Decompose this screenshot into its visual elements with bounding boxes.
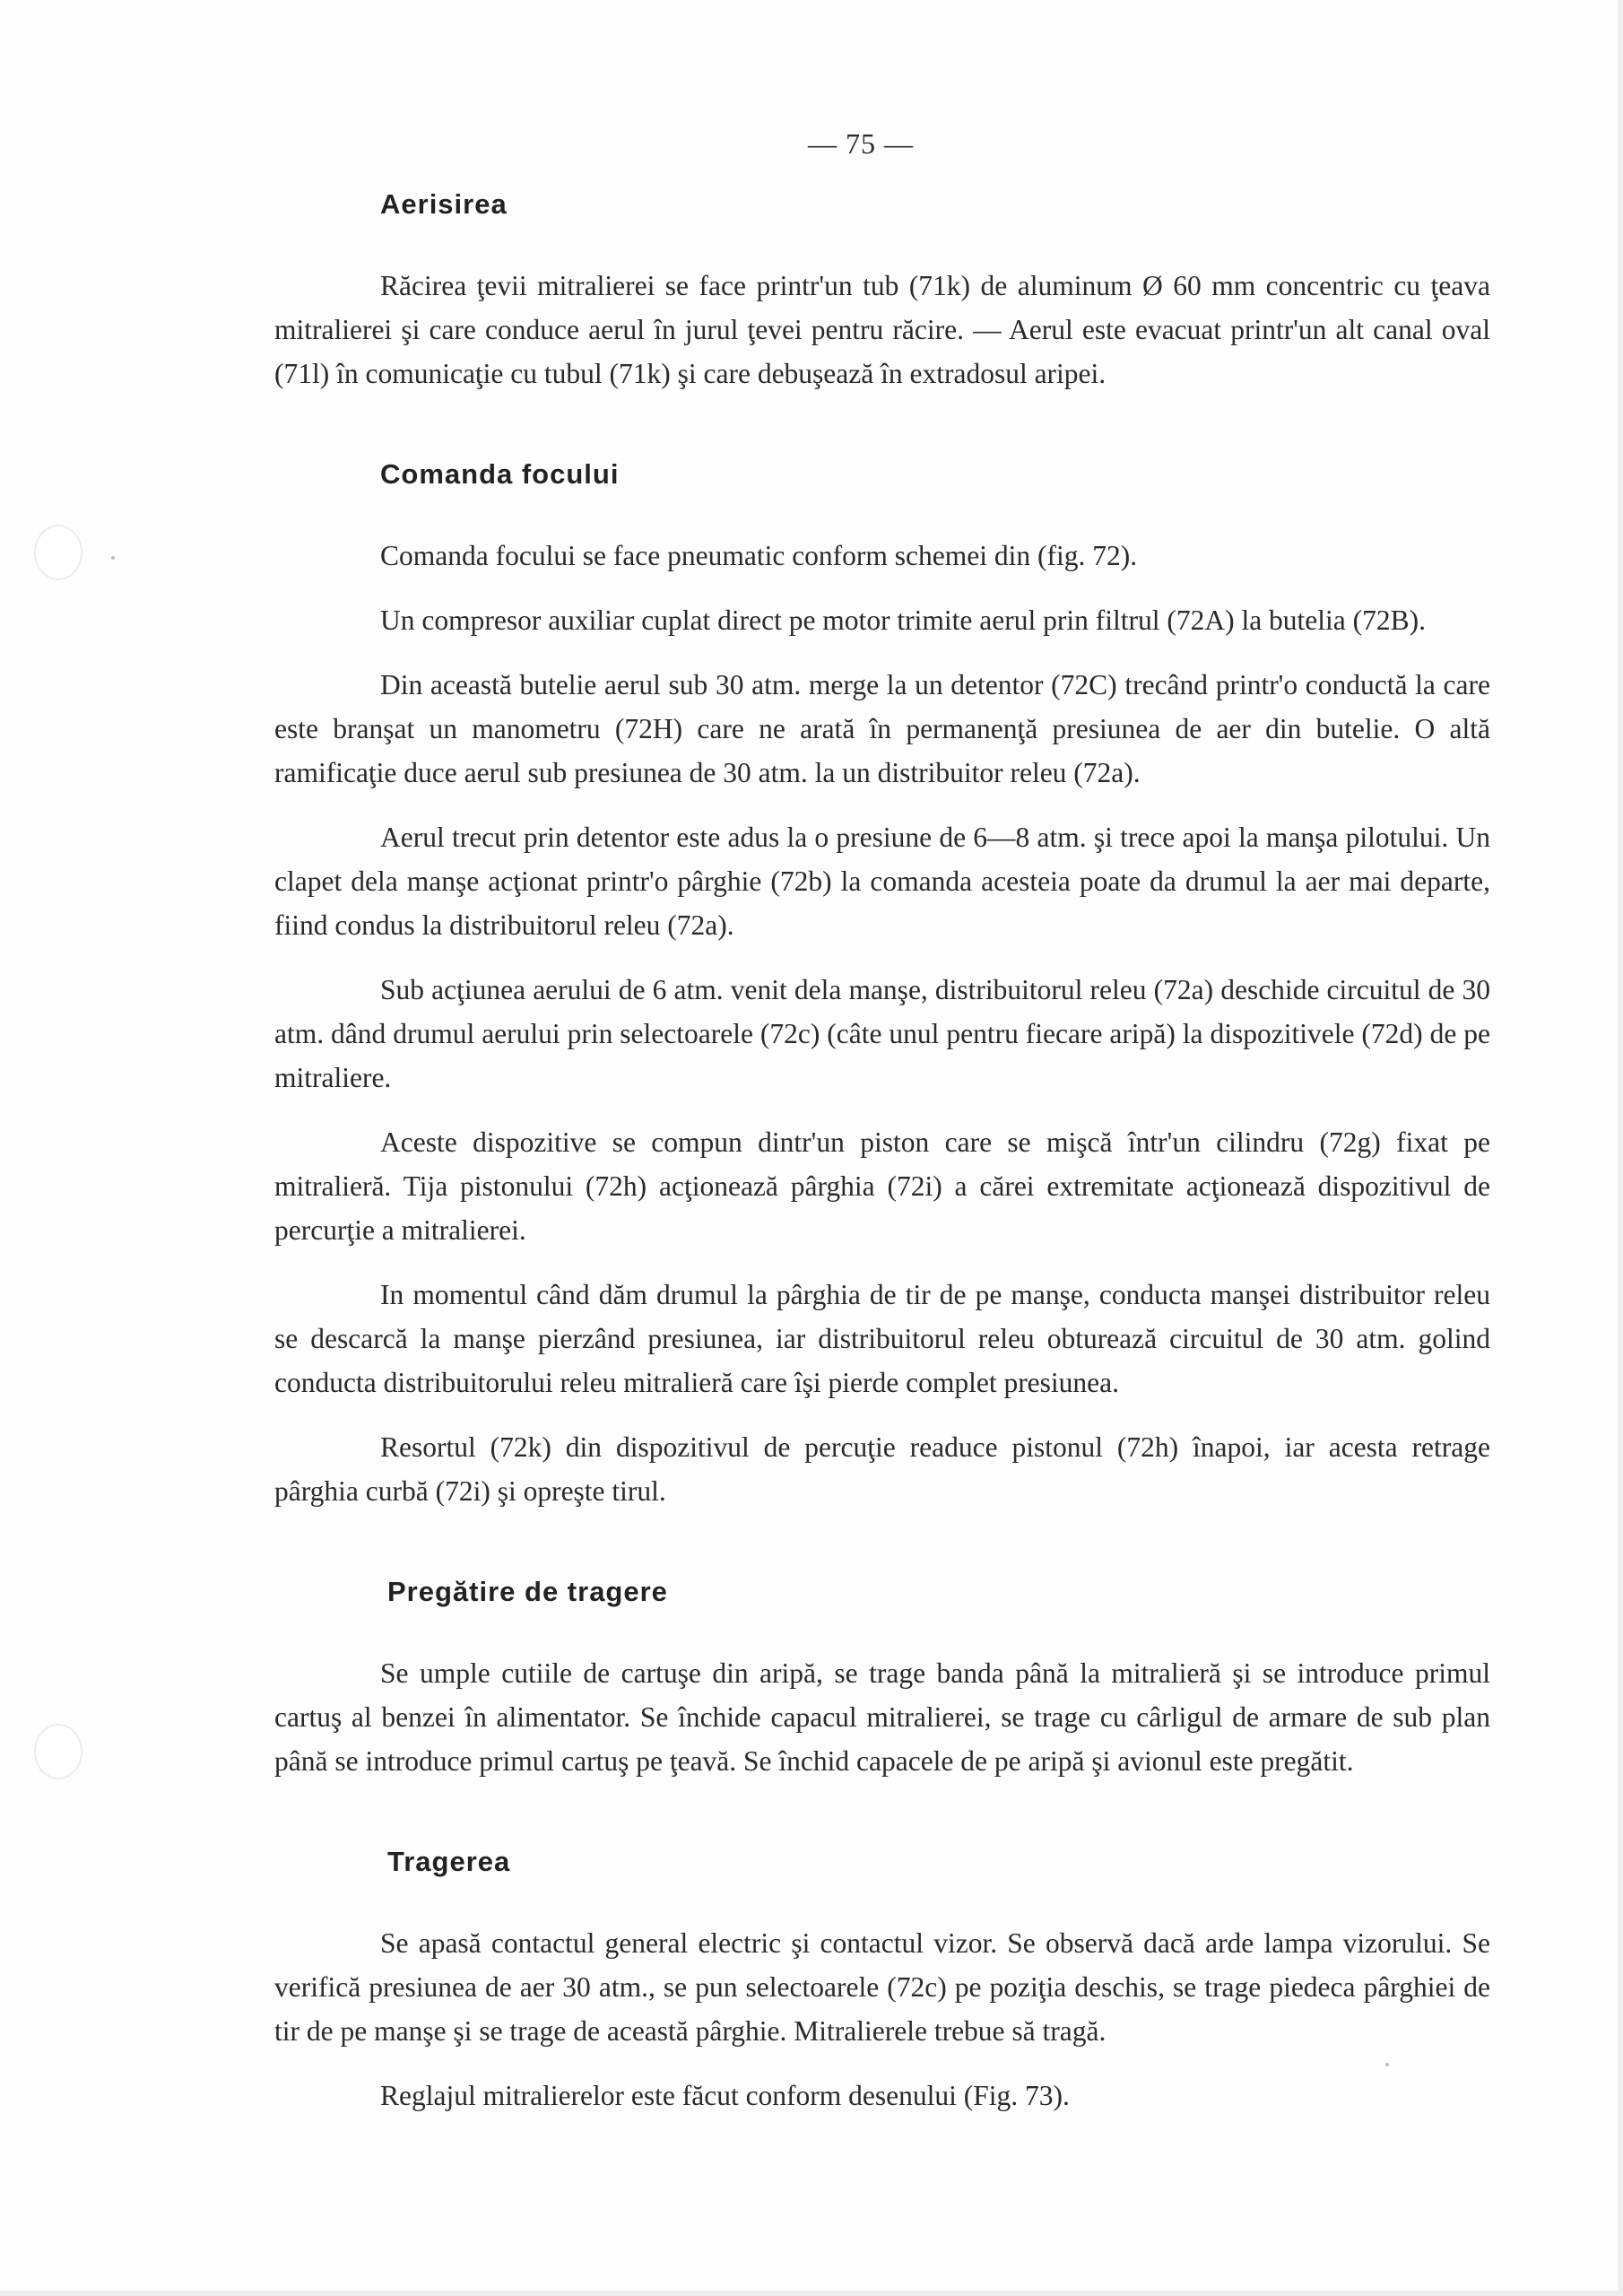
paragraph: Un compresor auxiliar cuplat direct pe motor trimite aerul prin filtrul (72A) la butelia (72B). bbox=[380, 604, 1427, 636]
paragraph: Din această butelie aerul sub 30 atm. merge la un detentor (72C) trecând printr'o conductă la care este branşat un manometru (72H) care ne arată în permanenţă presiunea de aer din butelie. O altă ramificaţie duce aerul sub presiunea de 30 atm. la un distribuitor releu (72a). bbox=[274, 669, 1490, 788]
page-number: — 75 — bbox=[808, 127, 914, 160]
paragraph: Resortul (72k) din dispozitivul de percuţie readuce pistonul (72h) înapoi, iar acesta retrage pârghia curbă (72i) şi opreşte tirul. bbox=[274, 1431, 1490, 1507]
paragraph: Aerul trecut prin detentor este adus la o presiune de 6—8 atm. şi trece apoi la manşa pilotului. Un clapet dela manşe acţionat printr'o pârghie (72b) la comanda acesteia poate da drumul la aer mai departe, fiind condus la distribuitorul releu (72a). bbox=[274, 822, 1490, 941]
paragraph: In momentul când dăm drumul la pârghia de tir de pe manşe, conducta manşei distribuitor releu se descarcă la manşe pierzând presiunea, iar distribuitorul releu obturează circuitul de 30 atm. golind conducta distribuitorului releu mitralieră care îşi pierde complet presiunea. bbox=[274, 1279, 1490, 1398]
paragraph: Se apasă contactul general electric şi contactul vizor. Se observă dacă arde lampa vizorului. Se verifică presiunea de aer 30 atm., se pun selectoarele (72c) pe poziţia deschis, se trage piedeca pârghiei de tir de pe manşe şi se trage de această pârghie. Mitralierele trebue să tragă. bbox=[274, 1927, 1490, 2047]
punch-hole-top bbox=[34, 525, 82, 580]
section-heading-pregatire-de-tragere: Pregătire de tragere bbox=[387, 1576, 668, 1607]
section-heading-aerisirea: Aerisirea bbox=[380, 188, 508, 220]
punch-hole-bottom bbox=[34, 1724, 82, 1779]
paragraph: Sub acţiunea aerului de 6 atm. venit dela manşe, distribuitorul releu (72a) deschide circuitul de 30 atm. dând drumul aerului prin selectoarele (72c) (câte unul pentru fiecare aripă) la dispozitivele (72d) de pe mitraliere. bbox=[274, 974, 1490, 1093]
paragraph: Comanda focului se face pneumatic conform schemei din (fig. 72). bbox=[380, 540, 1138, 571]
speck bbox=[111, 556, 115, 560]
section-heading-comanda-focului: Comanda focului bbox=[380, 458, 620, 490]
paragraph: Reglajul mitralierelor este făcut conform desenului (Fig. 73). bbox=[380, 2080, 1070, 2111]
paragraph: Răcirea ţevii mitralierei se face printr'un tub (71k) de aluminum Ø 60 mm concentric cu ţeava mitralierei şi care conduce aerul în jurul ţevei pentru răcire. — Aerul este evacuat printr'un alt canal oval (71l) în comunicaţie cu tubul (71k) şi care debuşează în extradosul aripei. bbox=[274, 270, 1490, 389]
section-heading-tragerea: Tragerea bbox=[387, 1846, 511, 1877]
paragraph: Aceste dispozitive se compun dintr'un piston care se mişcă într'un cilindru (72g) fixat pe mitralieră. Tija pistonului (72h) acţionează pârghia (72i) a cărei extremitate acţionează dispozitivul de percurţie a mitralierei. bbox=[274, 1126, 1490, 1246]
document-body bbox=[274, 188, 1490, 2118]
paragraph: Se umple cutiile de cartuşe din aripă, se trage banda până la mitralieră şi se introduce primul cartuş al benzei în alimentator. Se închide capacul mitralierei, se trage cu cârligul de armare de sub plan până se introduce primul cartuş pe ţeavă. Se închid capacele de pe aripă şi avionul este pregătit. bbox=[274, 1657, 1490, 1777]
